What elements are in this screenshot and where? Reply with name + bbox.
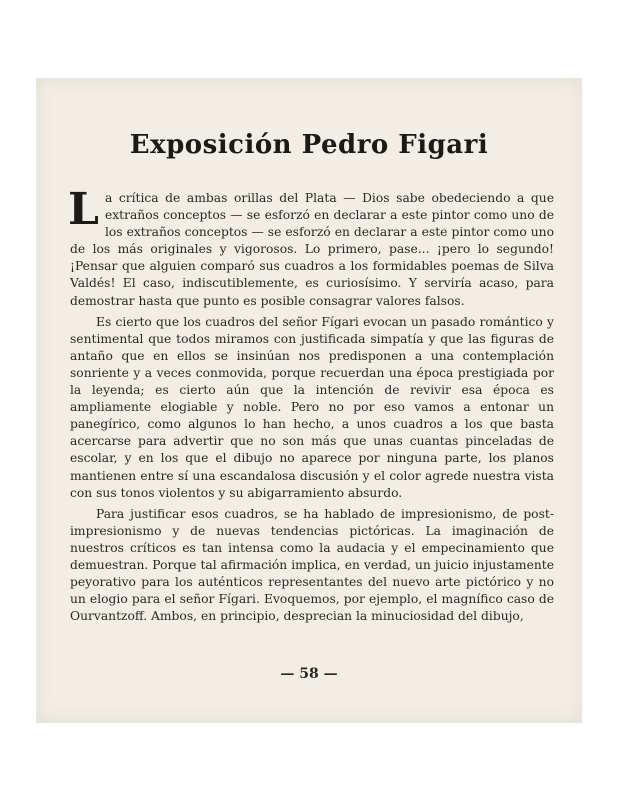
page-title: Exposición Pedro Figari: [129, 130, 489, 160]
paragraph-1-text: a crítica de ambas orillas del Plata — Dios sabe obedeciendo a que extraños conceptos — se esforzó en declarar a este pintor como uno de los extraños conceptos — se esforzó en declarar a este pintor como uno de los más originales y vigorosos. Lo primero, pase... ¡pero lo segundo! ¡Pensar que alguien comparó sus cuadros a los formidables poemas de Silva Valdés! El caso, indiscutiblemente, es curiosísimo. Y serviría acaso, para demostrar hasta que punto es posible consagrar valores falsos.: [70, 191, 554, 308]
paragraph-1: [68, 184, 554, 310]
article-body: [68, 184, 554, 625]
paragraph-2: Es cierto que los cuadros del señor Fígari evocan un pasado romántico y sentimental que todos miramos con justificada simpatía y que las figuras de antaño que en ellos se insinúan nos predisponen a una contemplación sonriente y a veces conmovida, porque recuerdan una época prestigiada por la leyenda; es cierto aún que la intención de revivir esa época es ampliamente elogiable y noble. Pero no por eso vamos a entonar un panegírico, como algunos lo han hecho, a unos cuadros a los que basta acercarse para advertir que no son más que unas cuantas pinceladas de escolar, y en los que el dibujo no aparece por ninguna parte, los planos mantienen entre sí una escandalosa discusión y el color agrede nuestra vista con sus tonos violentos y su abigarramiento absurdo.: [70, 314, 554, 500]
drop-cap: L: [68, 184, 99, 235]
page-number: — 58 —: [280, 666, 338, 682]
book-page: [36, 78, 582, 723]
paragraph-3: Para justificar esos cuadros, se ha hablado de impresionismo, de post-impresionismo y de nuevas tendencias pictóricas. La imaginación de nuestros críticos es tan intensa como la audacia y el empecinamiento que demuestran. Porque tal afirmación implica, en verdad, un juicio injustamente peyorativo para los auténticos representantes del nuevo arte pictórico y no un elogio para el señor Fígari. Evoquemos, por ejemplo, el magnífico caso de Ourvantzoff. Ambos, en principio, desprecian la minuciosidad del dibujo,: [70, 506, 554, 624]
